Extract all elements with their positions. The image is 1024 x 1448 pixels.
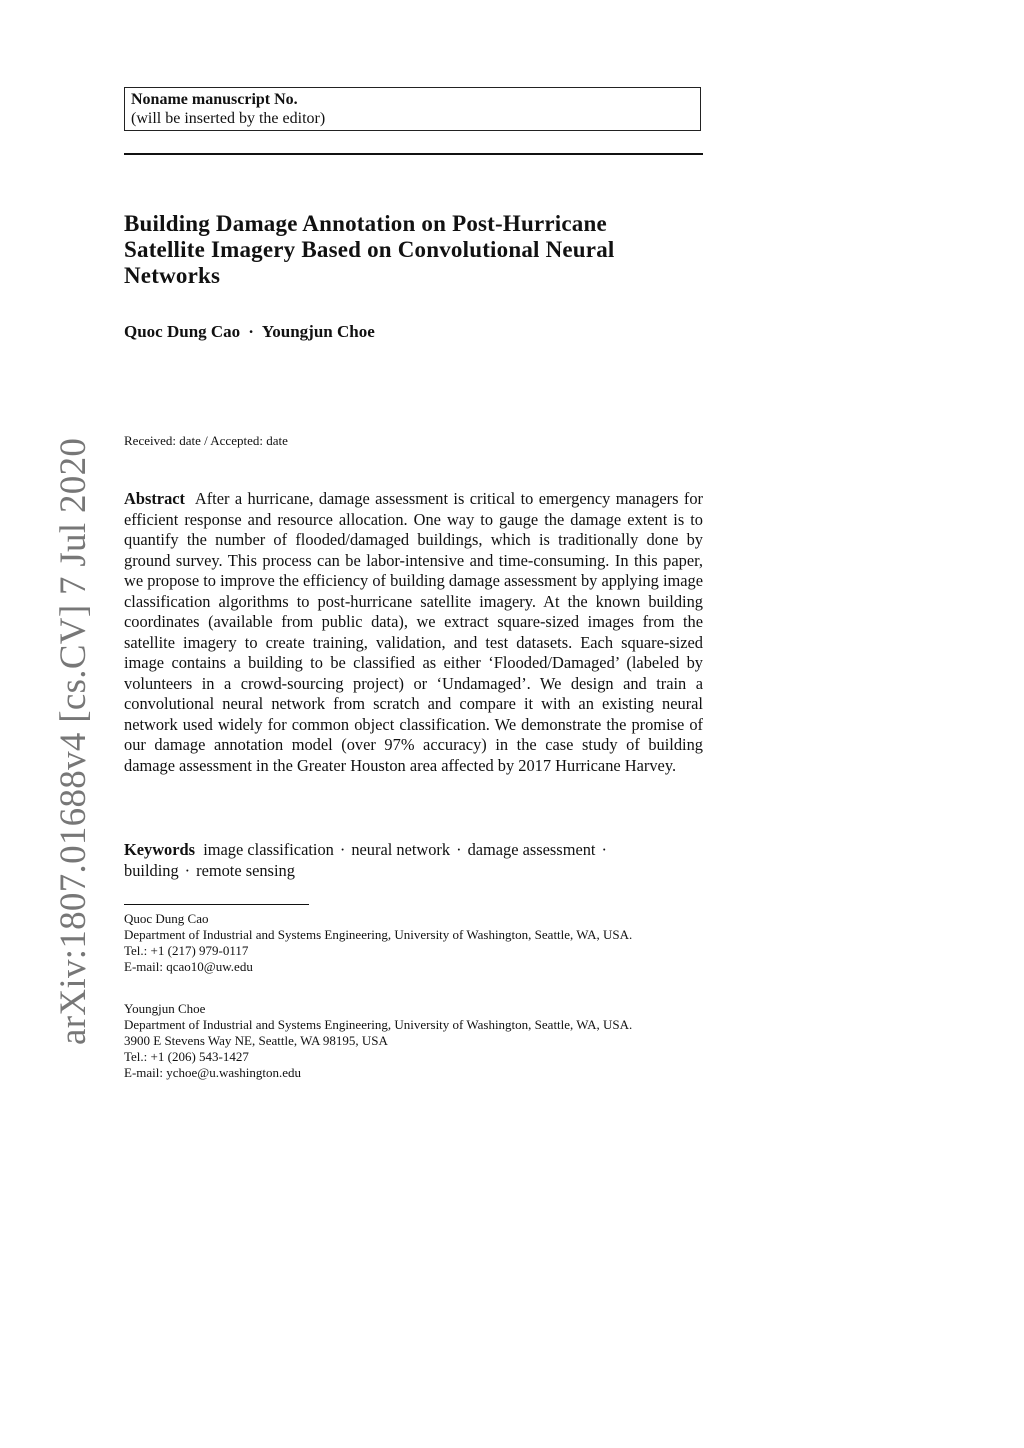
abstract-section [124, 489, 703, 776]
keywords-label: Keywords [124, 840, 196, 859]
title-line-1: Building Damage Annotation on Post-Hurricane [124, 211, 607, 236]
title-line-3: Networks [124, 263, 221, 288]
title-line-2: Satellite Imagery Based on Convolutional Neural [124, 237, 615, 262]
paper-title [124, 211, 724, 289]
affiliation-1-name: Quoc Dung Cao [124, 911, 209, 926]
keyword-dot: · [184, 860, 191, 880]
keyword-3: damage assessment [467, 840, 596, 859]
keyword-5: remote sensing [196, 860, 295, 880]
keyword-dot: · [456, 840, 462, 859]
author-1: Quoc Dung Cao [124, 322, 241, 341]
abstract-label: Abstract [124, 489, 185, 508]
affiliation-2 [124, 1001, 704, 1081]
arxiv-stamp: arXiv:1807.01688v4 [cs.CV] 7 Jul 2020 [53, 437, 94, 1045]
abstract-text: After a hurricane, damage assessment is critical to emergency managers for efficient response and resource allocation. One way to gauge the damage extent is to quantify the number of flooded/damaged buildings, which is traditionally done by ground survey. This process can be labor-intensive and time-consuming. In this paper, we propose to improve the efficiency of building damage assessment by applying image classification algorithms to post-hurricane satellite imagery. At the known building coordinates (available from public data), we extract square-sized images from the satellite imagery to create training, validation, and test datasets. Each square-sized image contains a building to be classified as either ‘Flooded/Damaged’ (labeled by volunteers in a crowd-sourcing project) or ‘Undamaged’. We design and train a convolutional neural network from scratch and compare it with an existing neural network used widely for common object classification. We demonstrate the promise of our damage annotation model (over 97% accuracy) in the case study of building damage assessment in the Greater Houston area affected by 2017 Hurricane Harvey. [124, 489, 703, 775]
author-2: Youngjun Choe [261, 322, 375, 341]
affiliation-2-address: 3900 E Stevens Way NE, Seattle, WA 98195, USA [124, 1033, 388, 1048]
keyword-dot: · [339, 840, 346, 859]
affiliation-2-name: Youngjun Choe [124, 1001, 206, 1016]
keyword-dot: · [601, 840, 607, 859]
keyword-4: building [124, 860, 179, 880]
affiliation-1-tel: Tel.: +1 (217) 979-0117 [124, 943, 249, 958]
manuscript-label: Noname manuscript No. [131, 91, 298, 108]
manuscript-number-box [124, 87, 701, 131]
received-accepted-line: Received: date / Accepted: date [124, 433, 288, 448]
affiliation-1 [124, 911, 704, 975]
affiliation-1-dept: Department of Industrial and Systems Engineering, University of Washington, Seattle, WA, USA. [124, 927, 633, 942]
affiliation-2-email: E-mail: ychoe@u.washington.edu [124, 1065, 301, 1080]
affiliation-1-email: E-mail: qcao10@uw.edu [124, 959, 253, 974]
keyword-1: image classification [203, 840, 334, 859]
keywords-section [124, 840, 703, 881]
keyword-2: neural network [351, 840, 451, 859]
author-list [124, 322, 375, 342]
footnote-rule [124, 904, 309, 905]
header-rule [124, 153, 703, 155]
affiliation-2-dept: Department of Industrial and Systems Engineering, University of Washington, Seattle, WA, USA. [124, 1017, 633, 1032]
affiliation-2-tel: Tel.: +1 (206) 543-1427 [124, 1049, 249, 1064]
author-separator: · [248, 322, 254, 341]
editor-note: (will be inserted by the editor) [131, 110, 326, 127]
